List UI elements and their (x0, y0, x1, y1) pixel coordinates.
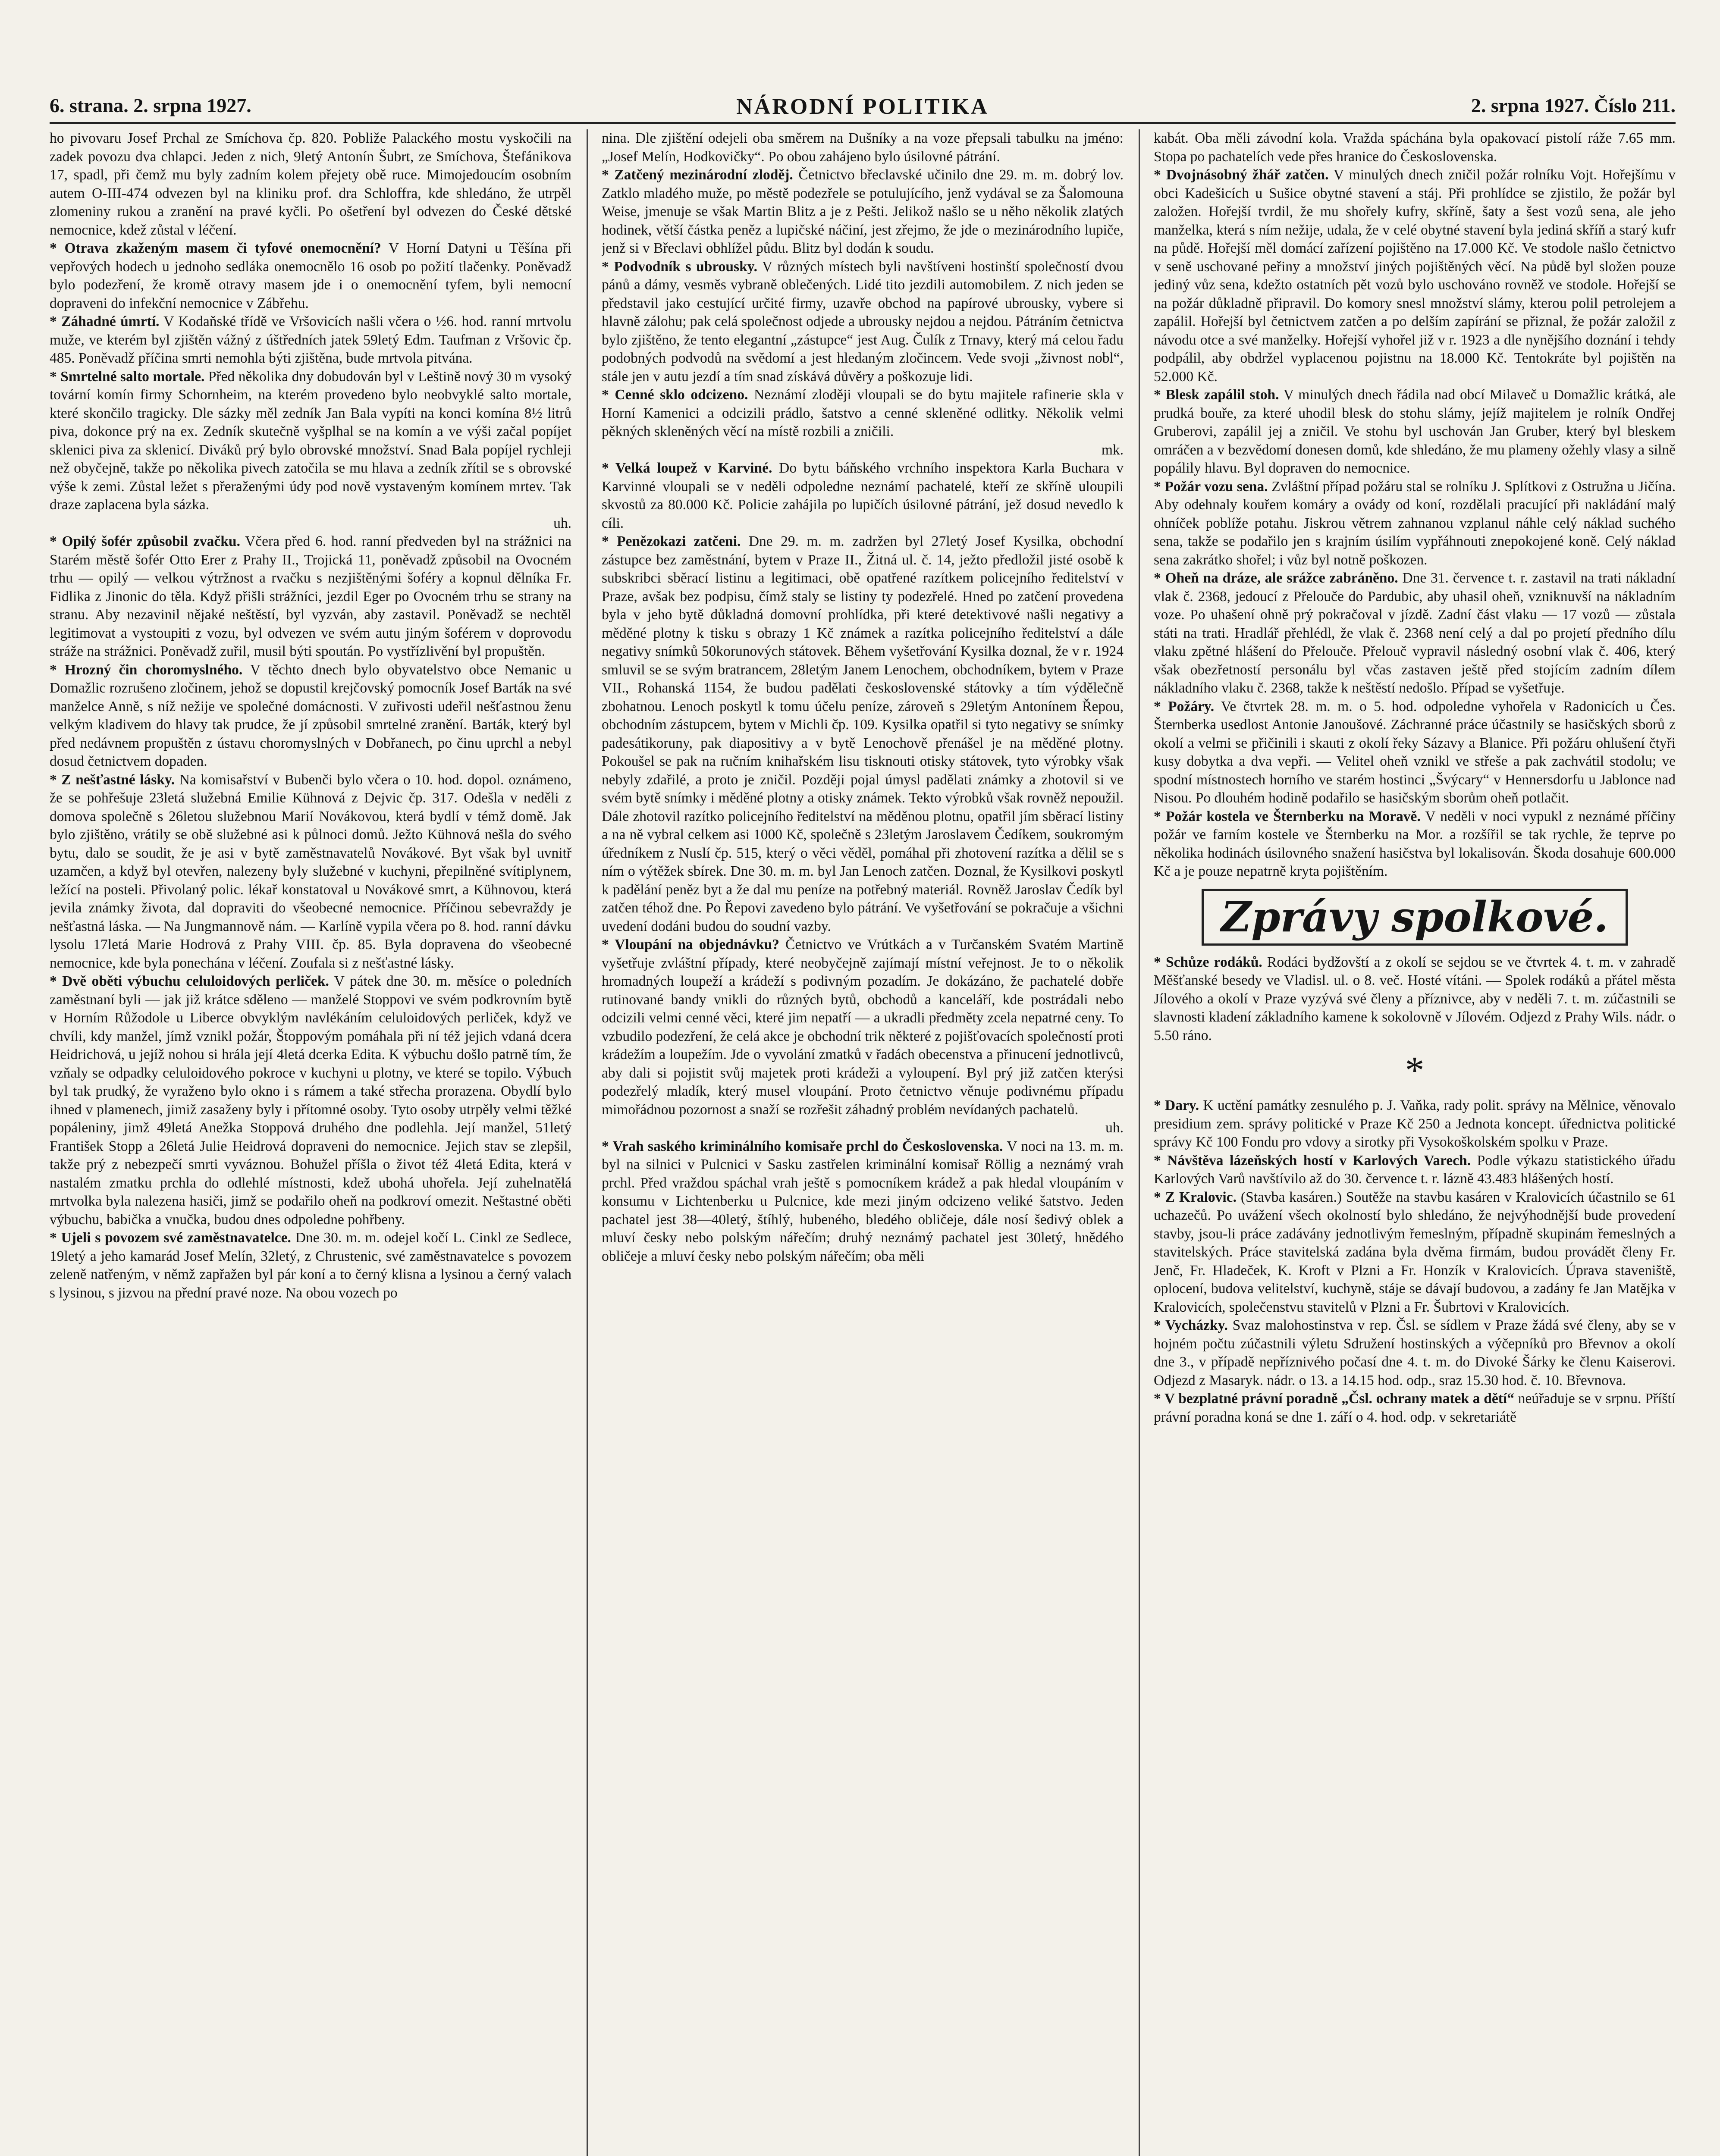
article-text: Dne 31. července t. r. zastavil na trati nákladní vlak č. 2368, jedoucí z Přelouče do Pardubic, aby uhasil oheň, vzniknuvší na nákladním voze. Po uhašení ohně prý pokračoval v jízdě. Zadní část vlaku — 17 vozů — zůstala státi na trati. Hradlář přehlédl, že vlak č. 2368 není celý a dal po projetí předního dílu vlaku zpětné hlášení do Přelouče. Přelouč vypravil následný osobní vlak č. 406, který však obezřetností personálu byl včas zastaven ještě před stojícím zadním dílem nákladního vlaku č. 2368, takže k neštěstí nedošlo. Případ se vyšetřuje. (1154, 570, 1676, 696)
article-text: V minulých dnech řádila nad obcí Milaveč u Domažlic krátká, ale prudká bouře, za které uhodil blesk do stohu slámy, jejíž majitelem je rolník Ondřej Gruberovi, zapálil jej a zničil. Ve stohu byl uschován Jan Gruber, který byl bleskem omráčen a v bezvědomí donesen domů, kde shledáno, že mu plameny ožehly vlasy a silně popálily hlavu. Byl dopraven do nemocnice. (1154, 387, 1676, 476)
article-title: * Zatčený mezinárodní zloděj. (602, 167, 793, 183)
article-text: V neděli v noci vypukl z neznámé příčiny požár ve farním kostele ve Šternberku na Mor. a rozšířil se tak rychle, že teprve po několika hodinách úsilovného snažení hasičstva byl lokalisován. Škoda dosahuje 600.000 Kč a je pouze nepatrně kryta pojištěním. (1154, 808, 1676, 879)
article (1154, 1188, 1676, 1317)
article-title: * Vrah saského kriminálního komisaře prchl do Československa. (602, 1138, 1003, 1154)
article (1154, 1097, 1676, 1152)
column-2 (602, 129, 1124, 2156)
article (50, 771, 571, 973)
header-rule (50, 122, 1676, 124)
article (1154, 953, 1676, 1045)
article-title: * Požáry. (1154, 698, 1215, 714)
article (50, 239, 571, 313)
article-title: * Z nešťastné lásky. (50, 771, 175, 788)
article-text: neúřaduje se v srpnu. Příští právní poradna koná se dne 1. září o 4. hod. odp. v sekretariátě (1154, 1391, 1676, 1425)
article-title: * Dary. (1154, 1097, 1199, 1113)
article (602, 258, 1124, 386)
column-1 (50, 129, 571, 2156)
article-title: * Z Kralovic. (1154, 1189, 1237, 1205)
article-text: Dne 29. m. m. zadržen byl 27letý Josef Kysilka, obchodní zástupce bez zaměstnání, bytem v Praze II., Žitná ul. č. 14, ježto předložil jisté osobě k subskribci sběrací listinu a legitimaci, obě opatřené razítkem policejního ředitelství v Praze, avšak bez podpisu, čímž staly se listiny ty podezřelé. Hned po zatčení provedena byla v jeho bytě důkladná domovní prohlídka, při které detektivové našli negativy a měděné plotny k tisku s obrazy 1 Kč známek a razítka policejního ředitelství a dále negativy snímků 50korunových státovek. Během vyšetřování Kysilka doznal, že v r. 1924 smluvil se se svým bratrancem, 28letým Janem Lenochem, obchodníkem, bytem v Praze VII., Rohanská 1154, že budou padělati československé státovky a tím výdělečně zbohatnou. Lenoch poskytl k tomu účelu peníze, zároveň s 29letým Antonínem Řepou, obchodním zástupcem, bytem v Michli čp. 109. Kysilka opatřil si tyto negativy se snímky padesátikoruny, pak diapositivy a v bytě Lenochově přenášel je na měděné plotny. Pokoušel se pak na ručním knihařském lisu tisknouti otisky státovek, tyto výrobky však nebyly zdařilé, a proto je zničil. Později pojal úmysl padělati známky a zhotovil si ve svém bytě snímky i měděné plotny a otisky známek. Tekto výrobků však rovněž nepoužil. Dále zhotovil razítko policejního ředitelství na měděnou plotnu, opatřil jím sběrací listiny a na ně vybral celkem asi 1000 Kč, společně s 23letým Jaroslavem Čedíkem, soukromým úředníkem z Nuslí čp. 515, který o věci věděl, pomáhal při zhotovení razítka a dělil se s ním o výtěžek sbírek. Dne 30. m. m. byl Jan Lenoch zatčen. Doznal, že Kysilkovi poskytl k padělání peněz byt a že dal mu peníze na potřebný materiál. Rovněž Jaroslav Čedík byl zatčen téhož dne. Po Řepovi zavedeno bylo pátrání. Ve vyšetřování se pokračuje a všichni uvedení dodáni budou do soudní vazby. (602, 533, 1124, 934)
article-title: * Blesk zapálil stoh. (1154, 387, 1279, 403)
article (1154, 1390, 1676, 1426)
article-text: V minulých dnech zničil požár rolníku Vojt. Hořejšímu v obci Kadešicích u Sušice obytné stavení a stáj. Při prohlídce se zjistilo, že požár byl založen. Hořejší tvrdil, že mu shořely kufry, skříně, šaty a šest vozů sena, ale jeho manželka, která s ním nežije, udala, že v celé obytné stavení byla jediná skříň a starý kufr na půdě. Hořejší měl domácí zařízení pojištěno na 17.000 Kč. Ve stodole našlo četnictvo v seně uschované peřiny a množství jiných pojištěných věcí. Na půdě byl složen pouze jediný vůz sena, kdežto ostatních pět vozů bylo uschováno rovněž ve stodole. Hořejší se na požár důkladně připravil. Do komory snesl množství slámy, kterou polil petrolejem a zapálil. Hořejší byl četnictvem zatčen a po delším zapírání se přiznal, že požár založil z návodu otce a své manželky. Hořejší vyhořel již v r. 1923 a dle nynějšího doznání i tehdy podpálil, aby obdržel vyplacenou pojistnu na 18.000 Kč. Tentokráte byl pojištěn na 52.000 Kč. (1154, 167, 1676, 385)
article-title: * Dvě oběti výbuchu celuloidových perliček. (50, 973, 329, 989)
article-title: * Smrtelné salto mortale. (50, 368, 205, 385)
column-divider (587, 129, 588, 2156)
article-text: Neznámí zloději vloupali se do bytu majitele rafinerie skla v Horní Kamenici a odcizili prádlo, šatstvo a cenné skleněné odlitky. Několik velmi pěkných skleněných věcí na místě rozbili a zničili. (602, 387, 1124, 439)
article-title: * Schůze rodáků. (1154, 954, 1262, 970)
article (50, 972, 571, 1229)
article (50, 533, 571, 661)
section-heading (1154, 889, 1676, 946)
article-text: V Kodaňské třídě ve Vršovicích našli včera o ½6. hod. ranní mrtvolu muže, ve kterém byl zjištěn vážný z úštředních jatek 59letý Edm. Taufman z Vršovic čp. 485. Poněvadž příčina smrti nemohla býti zjištěna, bude mrtvola pitvána. (50, 313, 571, 366)
column-3 (1154, 129, 1676, 2156)
article-text: Před několika dny dobudován byl v Leštině nový 30 m vysoký tovární komín firmy Schornheim, na kterém provedeno bylo neobvyklé salto mortale, které skončilo tragicky. Dle sázky měl zedník Jan Bala vypíti na konci komína 8½ litrů piva, dokonce prý na ex. Zedník skutečně vyšplhal se na komín a ve výši začal popíjet sklenici piva za sklenicí. Diváků prý bylo obrovské množství. Snad Bala popíjel rychleji než obyčejně, takže po několika pivech zatočila se mu hlava a zedník zřítil se s obrovské výše k zemi. Zůstal ležet s přeraženými údy pod nově vystaveným komínem mrtev. Tak draze zaplacena byla sázka. (50, 368, 571, 513)
article-signature: uh. (553, 515, 571, 531)
article (602, 459, 1124, 533)
newspaper-title: NÁRODNÍ POLITIKA (736, 94, 989, 119)
article-title: * Penězokazi zatčeni. (602, 533, 741, 549)
article-text: Na komisařství v Bubenči bylo včera o 10. hod. dopol. oznámeno, že se pohřešuje 23letá služebná Emilie Kühnová z Dejvic čp. 317. Odešla v neděli z domova společně s 26letou služebnou Marií Novákovou, která bydlí v témž domě. Jak bylo zjištěno, vrátily se obě služebné asi k půlnoci domů. Ježto Kühnová nešla do svého bytu, dalo se soudit, že je asi v bytě zaměstnavatelů Novákové. Byt však byl uvnitř uzamčen, a když byl otevřen, nalezeny byly služebné v kuchyni, přepilněné svítiplynem, ležící na posteli. Přivolaný polic. lékař konstatoval u Novákové smrt, a Kühnovou, která jevila známky života, dal dopraviti do všeobecné nemocnice. Příčinou sebevraždy je nešťastná láska. — Na Jungmannově nám. — Karlíně vypila včera po 8. hod. ranní dávku lysolu 17letá Marie Hodrová z Prahy VIII. čp. 85. Byla dopravena do všeobecné nemocnice, kde byla ponechána v léčení. Zoufala si z nešťastné lásky. (50, 771, 571, 971)
column-divider (1139, 129, 1140, 2156)
article (50, 313, 571, 368)
article (602, 1138, 1124, 1266)
article-title: * Vycházky. (1154, 1317, 1228, 1333)
article (602, 936, 1124, 1138)
article-text: V pátek dne 30. m. měsíce o poledních zaměstnaní byli — jak již krátce sděleno — manželé Stoppovi ve svém podkrovním bytě v Horním Růžodole u Liberce obvyklým navlékáním celuloidových perliček, když ve chvíli, kdy manžel, jímž vznikl požár, Štoppovým pomáhala při ní též jejich vdaná dcera Heidrichová, u jejíž nohou si hrála její 4letá dcerka Edita. K výbuchu došlo patrně tím, že vzňaly se odpadky celuloidového pokroce v kuchyni u plotny, ve které se topilo. Výbuch byl tak prudký, že vyraženo bylo okno i s rámem a také střecha prorazena. Obydlí bylo ihned v plamenech, jimiž zasaženy byly i přítomné osoby. Tyto osoby utrpěly velmi těžké popáleniny, jimž 49letá Anežka Stoppová druhého dne podlehla. Její manžel, 51letý František Stopp a 26letá Julie Heidrová dopraveni do nemocnice. Jejich stav se zlepšil, takže prý z nebezpečí smrti vyváznou. Bohužel příšla o život též 4letá Edita, která v nastalém zmatku prchla do odlehlé místnosti, kdež ubohá uhořela. Její zuhelnatělá mrtvolka byla nalezena hasiči, jimž se podařilo oheň na podkroví omezit. Neštastné oběti výbuchu, babička a vnučka, budou dnes odpoledne pohřbeny. (50, 973, 571, 1228)
article-text: V těchto dnech bylo obyvatelstvo obce Nemanic u Domažlic rozrušeno zločinem, jehož se dopustil krejčovský pomocník Josef Barták na své manželce Anně, s níž nežije ve společné domácnosti. V zuřivosti udeřil nešťastnou ženu velkým kladivem do hlavy tak prudce, že jí způsobil smrtelné zranění. Barták, který byl před nedávnem propuštěn z ústavu choromyslných v Dobřanech, po činu uprchl a nebyl dosud četnictvem dopaden. (50, 661, 571, 769)
article-title: * Otrava zkaženým masem či tyfové onemocnění? (50, 240, 381, 256)
article (1154, 166, 1676, 386)
article-text: K uctění památky zesnulého p. J. Vaňka, rady polit. správy na Mělnice, věnovalo presidium zem. správy politické v Praze Kč 250 a Jednota koncept. úřednictva politické správy Kč 100 Fondu pro vdovy a sirotky při Vysokoškolském spolku v Praze. (1154, 1097, 1676, 1150)
article (1154, 1152, 1676, 1188)
article-title: * Vloupání na objednávku? (602, 937, 779, 953)
article (602, 166, 1124, 258)
article-title: * Ujeli s povozem své zaměstnavatelce. (50, 1230, 291, 1246)
article (1154, 569, 1676, 698)
article-text: V noci na 13. m. m. byl na silnici v Pulcnici v Sasku zastřelen kriminální komisař Röllig a neznámý vrah prchl. Před vraždou spáchal vrah ještě s pomocníkem krádež a pak hledal vloupáním v konsumu v Lichtenberku u Pulcnice, kde mezi jiným odcizeno veliké šatstvo. Jeden pachatel jest 38—40letý, štíhlý, hubeného, bledého obličeje, dále nosí šedivý oblek a mluví česky nebo polským nářečím; druhý neznámý pachatel jest 30letý, hnědého obličeje a mluví česky nebo polským nářečím; oba měli (602, 1138, 1124, 1264)
article-title: * Dvojnásobný žhář zatčen. (1154, 167, 1329, 183)
article (50, 661, 571, 771)
article-title: * Oheň na dráze, ale srážce zabráněno. (1154, 570, 1398, 586)
article (1154, 1316, 1676, 1390)
article (50, 368, 571, 533)
article (1154, 478, 1676, 570)
article-text: Četnictvo ve Vrútkách a v Turčanském Svatém Martině vyšetřuje zvláštní případy, které neobyčejně zajímají místní veřejnost. Je to o několik hromadných loupeží a krádeží s podivným pozadím. Je dokázáno, že pachatelé dobře rutinované bandy vnikli do různých bytů, obchodů a kanceláří, kde postrádali nebo odcizili velmi cenné věci, které jim nepatří — a ukradli předměty zcela nepatrné ceny. To vzbudilo podezření, že celá akce je obchodní trik některé z pojišťovacích společností proti krádežím a loupežím. Jde o vyvolání zmatků v řadách obecenstva a přinucení jednotlivců, aby dali si pojistit svůj majetek proti krádeži a vyloupení. Byl prý již zatčen kterýsi podezřelý mladík, který musel vloupání. Proto četnictvo věnuje podivnému případu mimořádnou pozornost a snaží se rozřešit záhadný problém nevídaných pachatelů. (602, 937, 1124, 1118)
article-text: Do bytu báňského vrchního inspektora Karla Buchara v Karvinné vloupali se v neděli odpoledne neznámí pachatelé, kteří ze skříně uloupili skvostů za 80.000 Kč. Policie zahájila po lupičích úsilovné pátrání, jež dosud nevedlo k cíli. (602, 460, 1124, 531)
article-text: Dne 30. m. m. odejel kočí L. Cinkl ze Sedlece, 19letý a jeho kamarád Josef Melín, 32letý, z Chrustenic, své zaměstnavatelce s povozem zeleně natřeným, v němž zapřažen byl pár koní a to černý klisna a lysinou a černý valach s lysinou, s jizvou na přední pravé noze. Na obou vozech po (50, 1230, 571, 1301)
article-text: Ve čtvrtek 28. m. m. o 5. hod. odpoledne vyhořela v Radonicích u Čes. Šternberka usedlost Antonie Janoušové. Záchranné práce účastnily se hasičských sborů z okolí a velmi se přičinili i skauti z okolí řeky Sázavy a Blanice. Při požáru ohlušení čtyři kusy dobytka a dva vepři. — Velitel oheň vznikl ve střeše a pak zachvátil stodolu; ve spodní místnostech horního ve starém hostinci „Švýcary“ v Hennersdorfu u Jablonce nad Nisou. Po dlouhém hodině podařilo se hasičským sborům oheň potlačit. (1154, 698, 1676, 806)
article (1154, 129, 1676, 166)
article (602, 129, 1124, 166)
article-text: nina. Dle zjištění odejeli oba směrem na Dušníky a na voze přepsali tabulku na jméno: „Josef Melín, Hodkovičky“. Po obou zahájeno bylo úsilovné pátrání. (602, 130, 1124, 165)
article (1154, 386, 1676, 478)
section-title: Zprávy spolkové. (1202, 889, 1627, 946)
page-header (50, 94, 1676, 119)
article (1154, 698, 1676, 808)
article-title: * Požár kostela ve Šternberku na Moravě. (1154, 808, 1421, 824)
header-date-issue: 2. srpna 1927. Číslo 211. (1471, 94, 1676, 116)
article-signature: uh. (1105, 1120, 1124, 1136)
article-title: * Podvodník s ubrousky. (602, 258, 757, 275)
article-text: Svaz malohostinstva v rep. Čsl. se sídlem v Praze žádá své členy, aby se v hojném počtu zúčastnili výletu Sdružení hostinských a výčepníků pro Břevnov a okolí dne 3., v případě nepříznivého počasí dne 4. t. m. do Divoké Šárky ke členu Kaiserovi. Odjezd z Masaryk. nádr. o 13. a 14.15 hod. odp., sraz 15.30 hod. č. 10. Břevnova. (1154, 1317, 1676, 1388)
article-text: Četnictvo břeclavské učinilo dne 29. m. m. dobrý lov. Zatklo mladého muže, po městě podezřele se potulujícího, jenž vydával se za Šalomouna Weise, jmenuje se však Martin Blitz a je z Pešti. Jelikož našlo se u něho několik zlatých hodinek, větší částka peněz a lupičské náčiní, jest zřejmo, že jde o mezinárodního lupiče, jenž si v Břeclavi obhlížel půdu. Blitz byl dodán k soudu. (602, 167, 1124, 256)
article-title: * Záhadné úmrtí. (50, 313, 160, 329)
article-text: Podle výkazu statistického úřadu Karlových Varů navštívilo až do 30. července t. r. lázně 43.483 hlášených hostí. (1154, 1152, 1676, 1187)
article-text: kabát. Oba měli závodní kola. Vražda spáchána byla opakovací pistolí ráže 7.65 mm. Stopa po pachatelích vede přes hranice do Československa. (1154, 130, 1676, 165)
article (50, 129, 571, 239)
article-title: * Hrozný čin choromyslného. (50, 661, 243, 678)
header-page-date: 6. strana. 2. srpna 1927. (50, 94, 251, 116)
article-title: * V bezplatné právní poradně „Čsl. ochrany matek a dětí“ (1154, 1391, 1514, 1407)
article-signature: mk. (1101, 442, 1124, 458)
article-text: V různých místech byli navštíveni hostinští společností dvou pánů a dámy, vesměs vybraně oblečených. Lidé tito jezdili automobilem. Z nich jeden se představil jako cestující určité firmy, uzavře obchod na papírové ubrousky, vybere si hlavně zálohu; pak celá společnost odjede a ubrousky nejdou a nejdou. Pátráním četnictva bylo zjištěno, že tento elegantní „zástupce“ jest Aug. Čulík z Trnavy, který má celou řadu podobných podvodů na svědomí a jest hledaným zločincem. Vede svoji „živnost nobl“, stále jen v autu jezdí a tím snad získává důvěry a poškozuje lidi. (602, 258, 1124, 385)
article-title: * Opilý šofér způsobil zvačku. (50, 533, 240, 549)
article-text: V Horní Datyni u Těšína při vepřových hodech u jednoho sedláka onemocnělo 16 osob po požití tlačenky. Poněvadž bylo podezření, že kromě otravy masem jde i o onemocnění tyfem, byli nemocní dopraveni do infekční nemocnice v Zábřehu. (50, 240, 571, 311)
article-title: * Velká loupež v Karviné. (602, 460, 772, 476)
article-text: Rodáci bydžovští a z okolí se sejdou se ve čtvrtek 4. t. m. v zahradě Měšťanské besedy ve Vladisl. ul. o 8. več. Hosté vítáni. — Spolek rodáků a přátel města Jílového a okolí v Praze vyzývá své členy a příznivce, aby v neděli 7. t. m. zúčastnili se slavnosti kladení základního kamene k sokolovně v Jílovém. Odjezd z Prahy Wils. nádr. o 5.50 ráno. (1154, 954, 1676, 1044)
article (602, 533, 1124, 936)
article-text: Včera před 6. hod. ranní předveden byl na strážnici na Starém městě šofér Otto Erer z Prahy II., Trojická 11, poněvadž způsobil na Ovocném trhu — opilý — velkou výtržnost a rvačku s nezjištěnými šoféry a kopnul dělníka Fr. Fidlika z Jinonic do těla. Když přišli strážníci, jezdil Eger po Ovocném trhu se strany na stranu. Aby nezavinil nějaké neštěstí, byl vyzván, aby zastavil. Poněvadž se nechtěl legitimovat a vystoupiti z vozu, byl odvezen ve svém autu jiným šoférem v doprovodu stráže na strážnici. Poněvadž zuřil, musil býti spoután. Po vystřízlivění byl propuštěn. (50, 533, 571, 659)
article-title: * Návštěva lázeňských hostí v Karlových Varech. (1154, 1152, 1471, 1169)
separator-star: * (1405, 1049, 1425, 1092)
article-text: (Stavba kasáren.) Soutěže na stavbu kasáren v Kralovicích účastnilo se 61 uchazečů. Po uvážení všech okolností bylo shledáno, že nejvýhodnější bude provedení stavby, jsou-li práce zadávány jednotlivým řemeslným, případně skupinám řemeslných a stavitelských. Práce stavitelská zadána byla dvěma firmám, budou provádět členy Fr. Jenč, Fr. Hladeček, K. Kroft v Plzni a Fr. Honzík v Kralovicích. Úprava staveniště, oplocení, budova velitelství, kuchyně, stáje se dávají budovou, a zadány fe Jan Matějka v Kralovicích, společenstvu stavitelů v Plzni a Fr. Šubrtovi v Kralovicích. (1154, 1189, 1676, 1315)
article-title: * Cenné sklo odcizeno. (602, 387, 748, 403)
article (602, 386, 1124, 459)
article-text: Zvláštní případ požáru stal se rolníku J. Splítkovi z Ostružna u Jičína. Aby odehnaly kouřem komáry a ovády od koní, rozdělali pracující při nakládání malý ohníček poblíže potahu. Jiskrou větrem zahnanou vzplanul náhle celý náklad suchého sena, takže se podařilo jen s krajním úsilím vypřáhnouti znepokojené koně. Celý náklad sena zakrátko shořel; i vůz byl notně poškozen. (1154, 478, 1676, 568)
article (50, 1229, 571, 1302)
article-title: * Požár vozu sena. (1154, 478, 1268, 495)
article (1154, 808, 1676, 881)
article-text: ho pivovaru Josef Prchal ze Smíchova čp. 820. Pobliže Palackého mostu vyskočili na zadek povozu dva chlapci. Jeden z nich, 9letý Antonín Šubrt, ze Smíchova, Štefánikova 17, spadl, při čemž mu byly zadním kolem přejety obě ruce. Mimojedoucím osobním autem O-III-474 odvezen byl na kliniku prof. dra Schloffra, kde shledáno, že utrpěl zlomeniny rukou a zranění na pravé kyčli. Po ošetření byl odvezen do České dětské nemocnice, kdež zůstal v léčení. (50, 130, 571, 238)
